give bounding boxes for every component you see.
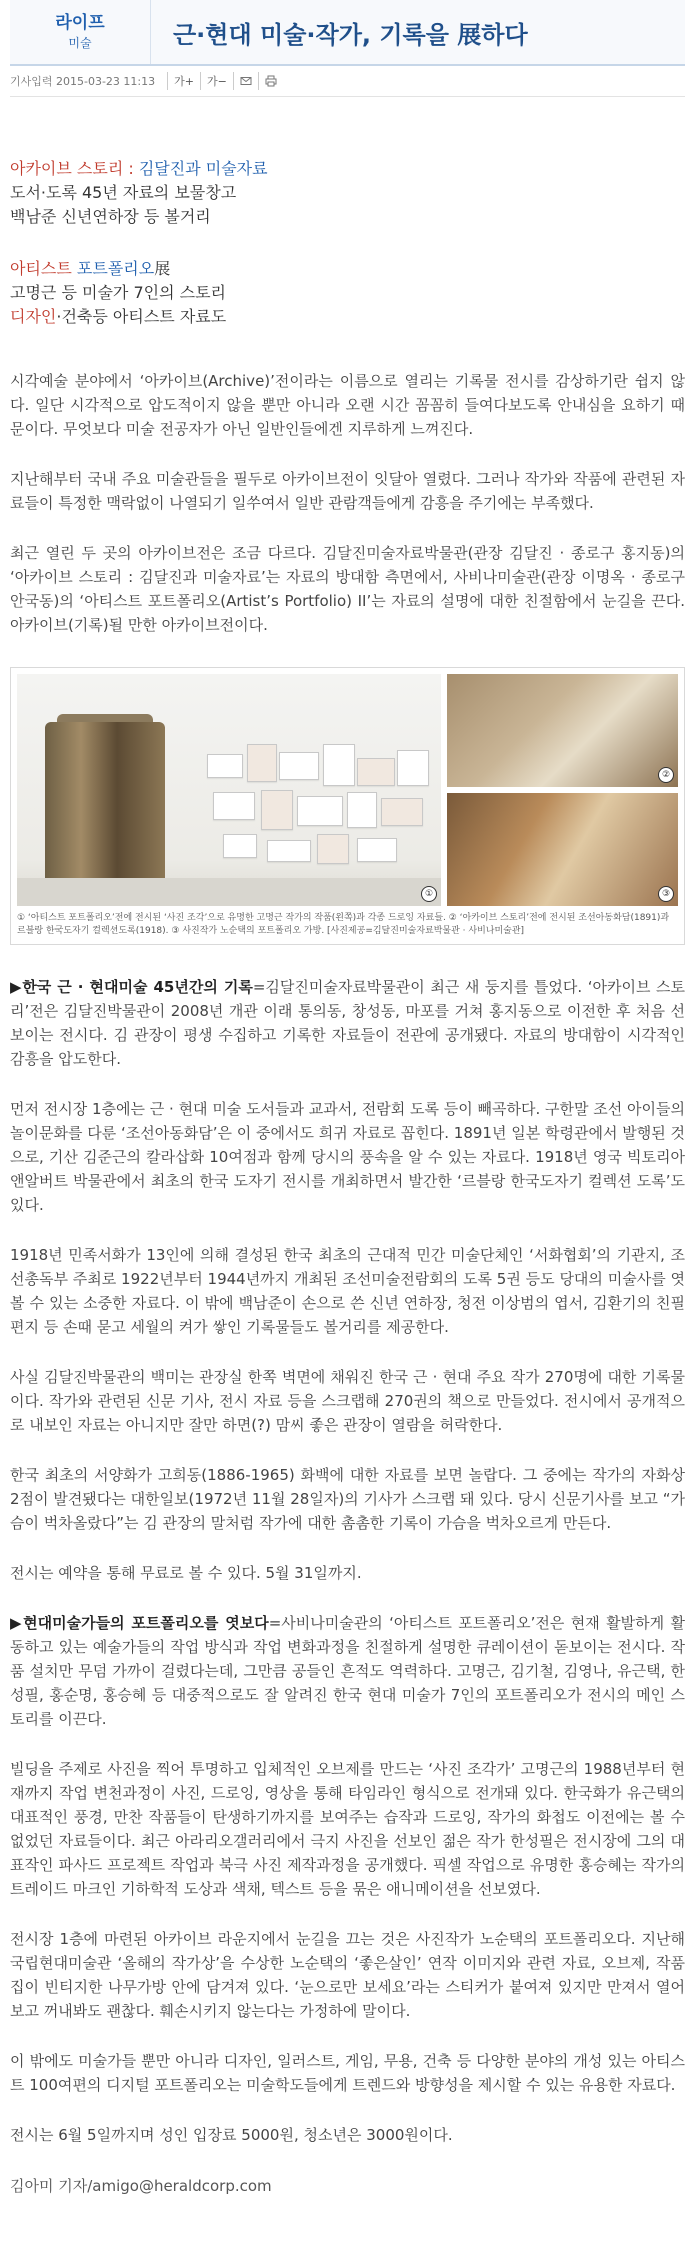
article-body — [10, 369, 685, 2196]
paragraph-text: =사비나미술관의 ‘아티스트 포트폴리오’전은 현재 활발하게 활동하고 있는 예술가들의 작업 방식과 작업 변화과정을 친절하게 설명한 큐레이션이 돋보이는 전시다. 작품 설치만 무덤 가까이 걸렸다는데, 그만큼 공들인 흔적도 역력하다. 고명근, 김기철, 김영나, 유근택, 한성필, 홍순명, 홍승혜 등 대중적으로도 잘 알려진 한국 현대 미술가 7인의 포트폴리오가 전시의 메인 스토리를 이끈다. — [10, 1614, 685, 1728]
summary-line: 백남준 신년연하장 등 볼거리 — [10, 207, 211, 226]
wall-card — [317, 834, 349, 864]
wall-card — [207, 754, 243, 778]
body-paragraph: 전시장 1층에 마련된 아카이브 라운지에서 눈길을 끄는 것은 사진작가 노순택의 포트폴리오다. 지난해 국립현대미술관 ‘올해의 작가상’을 수상한 노순택의 ‘좋은살인’ 연작 이미지와 관련 자료, 오브제, 작품집이 빈티지한 나무가방 안에 담겨져 있다. ‘눈으로만 보세요’라는 스티커가 붙여져 있지만 만져서 열어보고 꺼내봐도 괜찮다. 훼손시키지 않는다는 가정하에 말이다. — [10, 1930, 685, 2020]
print-button[interactable] — [258, 72, 283, 90]
portfolio-bag-photo[interactable] — [447, 793, 678, 906]
wall-card — [297, 796, 343, 826]
body-paragraph: 사실 김달진박물관의 백미는 관장실 한쪽 벽면에 채워진 한국 근 · 현대 주요 작가 270명에 대한 기록물이다. 작가와 관련된 신문 기사, 전시 자료 등을 스크랩해 270권의 책으로 만들었다. 전시에서 공개적으로 내보인 자료는 아니지만 잘만 하면(?) 맘씨 좋은 관장이 열람을 허락한다. — [10, 1368, 685, 1434]
summary-highlight: 디자인 — [10, 307, 57, 326]
summary-group-2 — [10, 257, 685, 329]
wall-card — [279, 752, 319, 780]
email-icon — [240, 75, 252, 87]
body-paragraph: 한국 최초의 서양화가 고희동(1886-1965) 화백에 대한 자료를 보면 놀랍다. 그 중에는 작가의 자화상 2점이 발견됐다는 대한일보(1972년 11월 28일자)의 기사가 스크랩 돼 있다. 당시 신문기사를 보고 “가슴이 벅차올랐다”는 김 관장의 말처럼 작가에 대한 촘촘한 기록이 가슴을 벅차오르게 만든다. — [10, 1466, 685, 1532]
wall-card — [267, 840, 311, 862]
wall-card — [247, 744, 277, 782]
summary-highlight: 김달진과 미술자료 — [138, 159, 268, 178]
figure-side-photos — [447, 674, 678, 906]
wall-card — [223, 834, 257, 858]
section-label: 라이프 — [55, 13, 105, 33]
article-figure — [10, 667, 685, 945]
summary-line — [10, 305, 685, 329]
font-size-up-button[interactable]: 가+ — [167, 72, 200, 90]
summary-highlight: 아티스트 — [10, 259, 77, 278]
body-paragraph: 먼저 전시장 1층에는 근 · 현대 미술 도서들과 교과서, 전람회 도록 등이 빼곡하다. 구한말 조선 아이들의 놀이문화를 다룬 ‘조선아동화담’은 이 중에서도 희귀 자료로 꼽힌다. 1891년 일본 학령관에서 발행된 것으로, 기산 김준근의 칼라삽화 10여점과 함께 당시의 풍속을 알 수 있는 자료다. 1918년 영국 빅토리아앤알버트 박물관에서 최초의 한국 도자기 전시를 개최하면서 발간한 ‘르블랑 한국도자기 컬렉션 도록’도 있다. — [10, 1100, 685, 1214]
wall-card — [213, 792, 255, 820]
published-date: 기사입력 2015-03-23 11:13 — [10, 75, 156, 88]
wall-card — [261, 790, 293, 830]
wall-card — [381, 798, 423, 826]
section-lead: ▶한국 근 · 현대미술 45년간의 기록 — [10, 978, 253, 996]
article-summary — [10, 157, 685, 329]
article-header — [10, 0, 685, 66]
figure-caption: ① ‘아티스트 포트폴리오’전에 전시된 ‘사진 조각’으로 유명한 고명근 작가의 작품(왼쪽)과 각종 드로잉 자료들. ② ‘아카이브 스토리’전에 전시된 조선아동화담(1891)과 르블랑 한국도자기 컬렉션도록(1918). ③ 사진작가 노순택의 포트폴리오 가방. [사진제공=김달진미술자료박물관 · 사비나미술관] — [17, 913, 670, 936]
photo-sculpture — [45, 722, 165, 880]
wall-card — [357, 758, 395, 786]
body-paragraph: 전시는 6월 5일까지며 성인 입장료 5000원, 청소년은 3000원이다. — [10, 2126, 453, 2144]
book-photo[interactable] — [447, 674, 678, 787]
summary-line — [10, 257, 685, 281]
body-paragraph: 빌딩을 주제로 사진을 찍어 투명하고 입체적인 오브제를 만드는 ‘사진 조각가’ 고명근의 1988년부터 현재까지 작업 변천과정이 사진, 드로잉, 영상을 통해 타임라인 형식으로 전개돼 있다. 한국화가 유근택의 대표적인 풍경, 만찬 작품들이 탄생하기까지를 보여주는 습작과 드로잉, 작가의 화첩도 이전에는 볼 수 없었던 자료들이다. 최근 아라리오갤러리에서 극지 사진을 선보인 젊은 작가 한성필은 전시장에 그의 대표작인 파사드 프로젝트 작업과 북극 사진 제작과정을 공개했다. 픽셀 작업으로 유명한 홍승혜는 작가의 트레이드 마크인 기하학적 도상과 색채, 텍스트 등을 묶은 애니메이션을 선보였다. — [10, 1760, 685, 1898]
summary-line: 도서·도록 45년 자료의 보물창고 — [10, 183, 237, 202]
wall-card — [323, 744, 355, 786]
print-icon — [265, 75, 277, 87]
body-paragraph: 1918년 민족서화가 13인에 의해 결성된 한국 최초의 근대적 민간 미술단체인 ‘서화협회’의 기관지, 조선총독부 주최로 1922년부터 1944년까지 개최된 조선미술전람회의 도록 5권 등도 당대의 미술사를 엿볼 수 있는 소중한 자료다. 이 밖에 백남준이 손으로 쓴 신년 연하장, 청전 이상범의 엽서, 김환기의 친필 편지 등 손때 묻고 세월의 켜가 쌓인 기록물들도 볼거리를 제공한다. — [10, 1246, 685, 1336]
photo-number-badge: ① — [421, 886, 437, 902]
body-paragraph — [10, 1611, 685, 1731]
font-size-down-button[interactable]: 가− — [200, 72, 233, 90]
photo-floor — [17, 878, 441, 906]
photo-number-badge: ② — [658, 767, 674, 783]
body-paragraph: 지난해부터 국내 주요 미술관들을 필두로 아카이브전이 잇달아 열렸다. 그러나 작가와 작품에 관련된 자료들이 특정한 맥락없이 나열되기 일쑤여서 일반 관람객들에게 감흥을 주기에는 부족했다. — [10, 470, 685, 512]
meta-bar — [10, 66, 685, 97]
body-paragraph: 전시는 예약을 통해 무료로 볼 수 있다. 5월 31일까지. — [10, 1564, 362, 1582]
summary-text: ·건축등 아티스트 자료도 — [56, 307, 227, 326]
body-paragraph: 최근 열린 두 곳의 아카이브전은 조금 다르다. 김달진미술자료박물관(관장 김달진 · 종로구 홍지동)의 ‘아카이브 스토리 : 김달진과 미술자료’는 자료의 방대함 측면에서, 사비나미술관(관장 이명옥 · 종로구 안국동)의 ‘아티스트 포트폴리오(Artist’s Portfolio) II’는 자료의 설명에 대한 친절함에서 눈길을 끈다. 아카이브(기록)될 만한 아카이브전이다. — [10, 544, 685, 634]
summary-line — [10, 157, 685, 181]
summary-group-1 — [10, 157, 685, 229]
wall-card — [397, 750, 429, 786]
paragraph-text: =김달진미술자료박물관이 최근 새 둥지를 틀었다. ‘아카이브 스토리’전은 김달진박물관이 2008년 개관 이래 통의동, 창성동, 마포를 거쳐 홍지동으로 이전한 후 처음 선보이는 전시다. 김 관장이 평생 수집하고 기록한 자료들이 전관에 공개됐다. 자료의 방대함이 시각적인 감흥을 압도한다. — [10, 978, 685, 1068]
section-badge[interactable] — [10, 0, 151, 64]
section-lead: ▶현대미술가들의 포트폴리오를 엿보다 — [10, 1614, 269, 1632]
body-paragraph: 시각예술 분야에서 ‘아카이브(Archive)’전이라는 이름으로 열리는 기록물 전시를 감상하기란 쉽지 않다. 일단 시각적으로 압도적이지 않을 뿐만 아니라 오랜 시간 꼼꼼히 들여다보도록 안내심을 요하기 때문이다. 무엇보다 미술 전공자가 아닌 일반인들에겐 지루하게 느껴진다. — [10, 372, 685, 438]
summary-line: 고명근 등 미술가 7인의 스토리 — [10, 283, 226, 302]
body-paragraph: 이 밖에도 미술가들 뿐만 아니라 디자인, 일러스트, 게임, 무용, 건축 등 다양한 분야의 개성 있는 아티스트 100여편의 디지털 포트폴리오는 미술학도들에게 트렌드와 방향성을 제시할 수 있는 유용한 자료다. — [10, 2052, 685, 2094]
wall-card — [357, 838, 397, 862]
summary-highlight: 아카이브 스토리 : — [10, 159, 139, 178]
summary-highlight: 포트폴리오 — [76, 259, 155, 278]
wall-card — [347, 792, 377, 828]
summary-text: 展 — [154, 259, 171, 278]
exhibition-photo[interactable] — [17, 674, 441, 906]
photo-number-badge: ③ — [658, 886, 674, 902]
article-title: 근·현대 미술·작가, 기록을 展하다 — [173, 20, 528, 49]
email-button[interactable] — [233, 72, 258, 90]
author-byline[interactable]: 김아미 기자/amigo@heraldcorp.com — [10, 2177, 272, 2195]
body-paragraph — [10, 975, 685, 1071]
subsection-label: 미술 — [68, 36, 92, 50]
